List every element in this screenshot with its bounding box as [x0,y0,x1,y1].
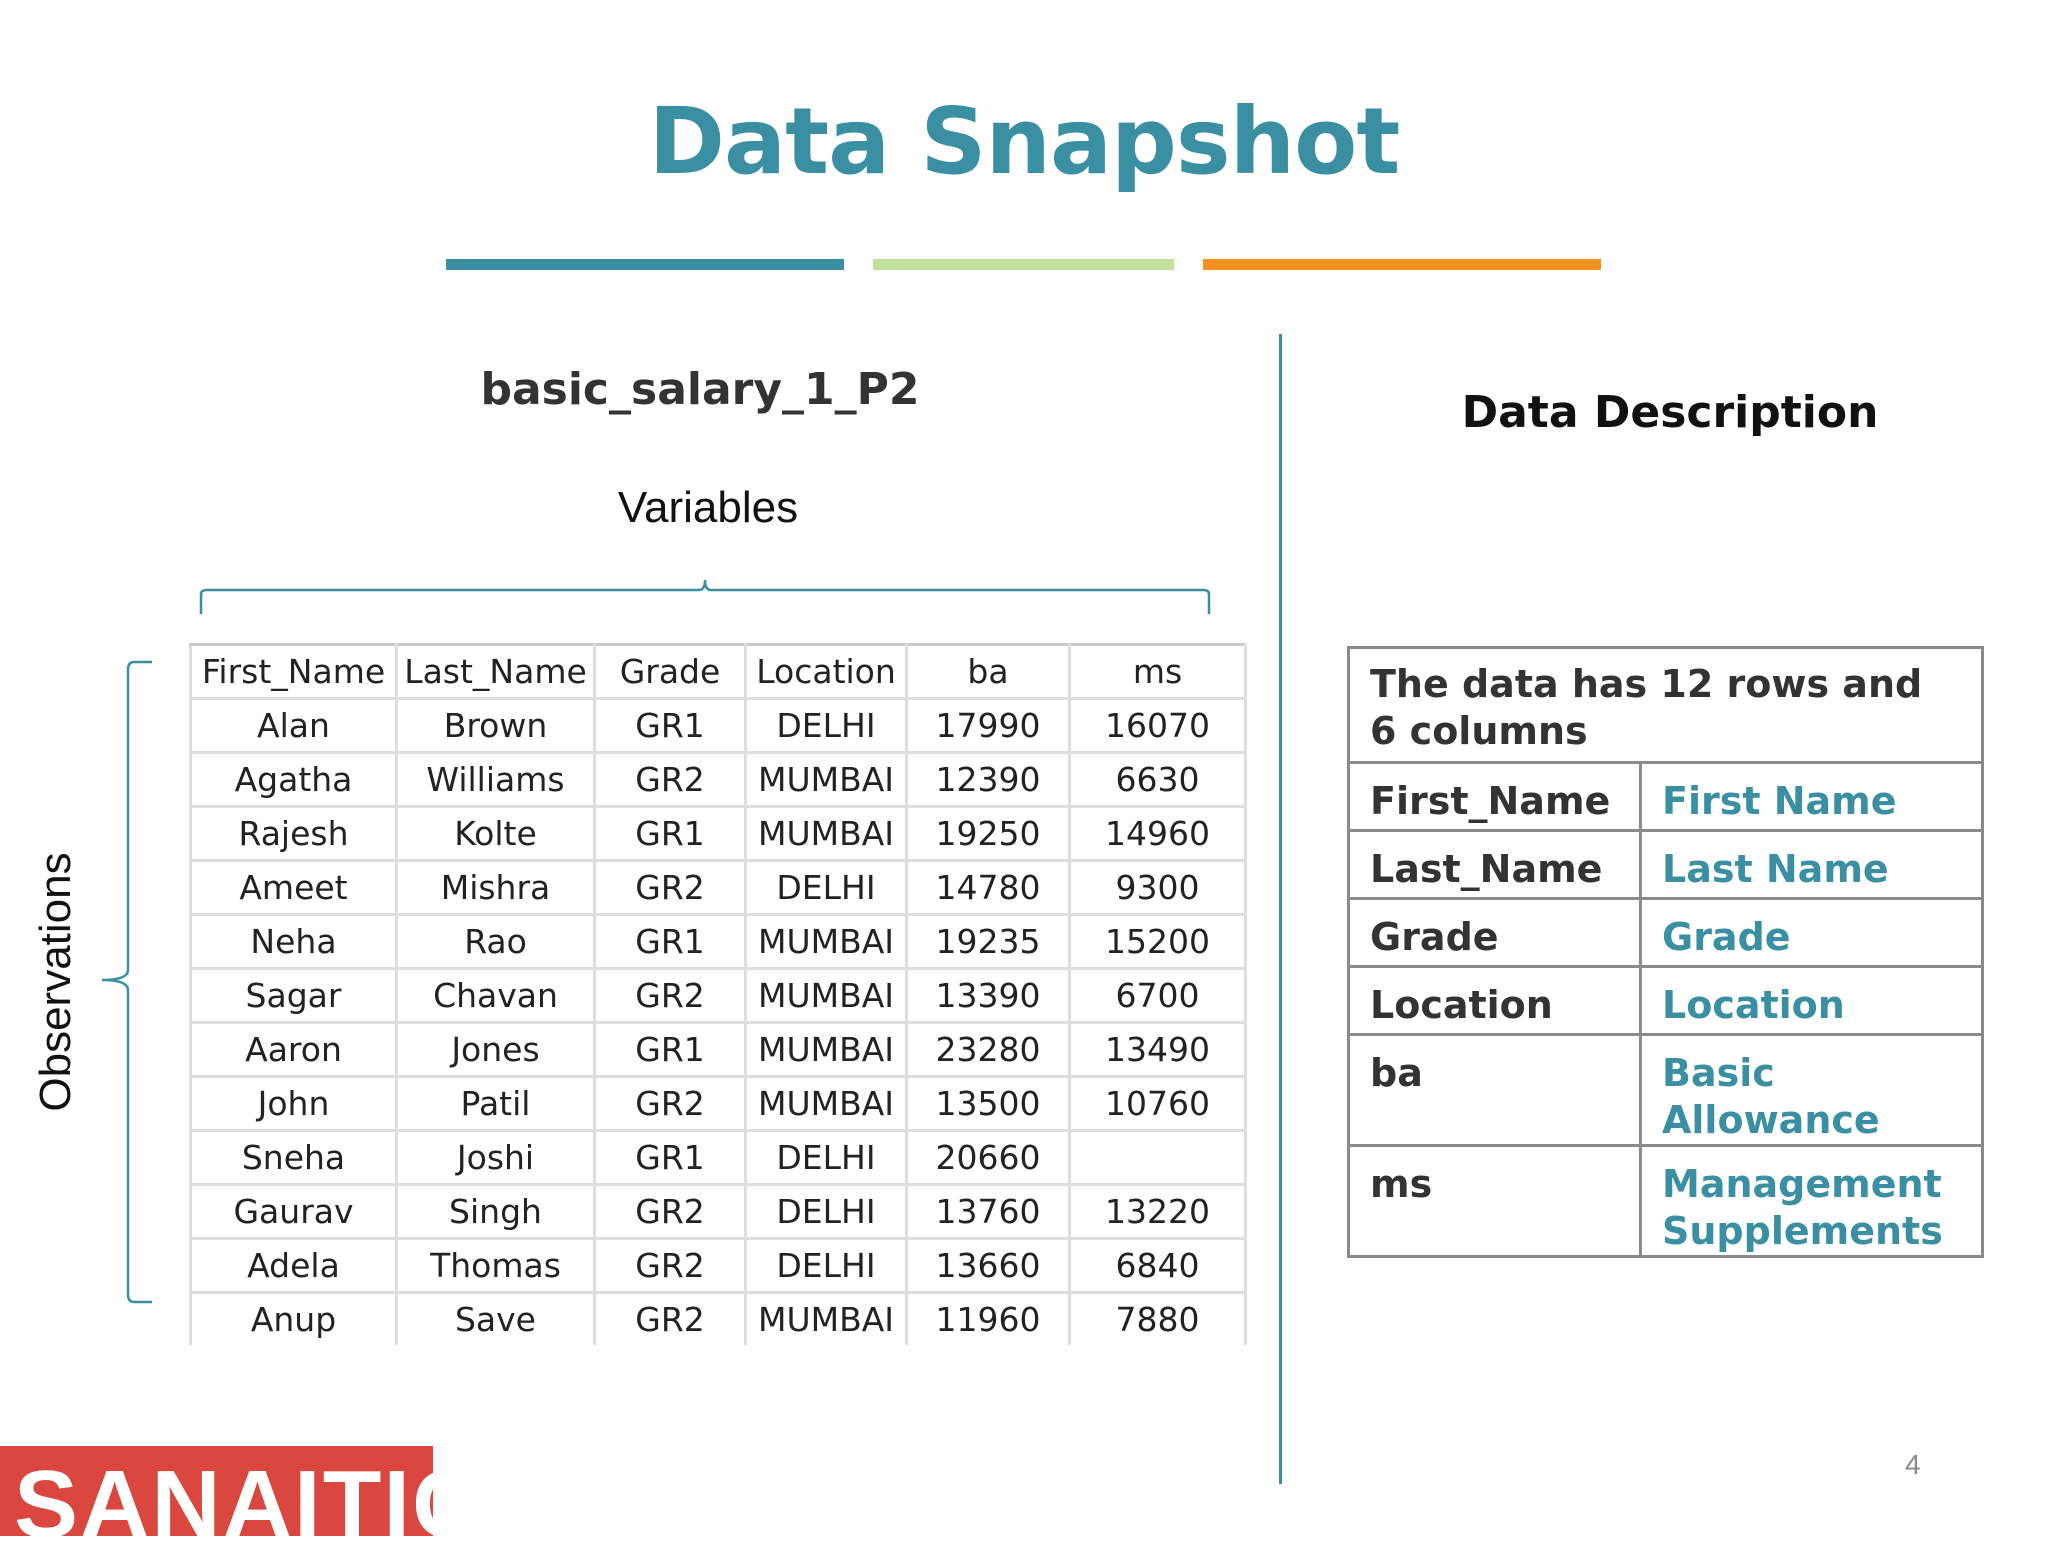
table-cell: GR2 [595,1077,746,1131]
variable-name: Location [1349,967,1641,1035]
table-cell: MUMBAI [746,1023,907,1077]
column-header: Grade [595,645,746,699]
table-cell: 13760 [907,1185,1070,1239]
column-header: First_Name [191,645,397,699]
table-cell: GR1 [595,1023,746,1077]
table-cell: MUMBAI [746,753,907,807]
accent-rule-green [873,259,1174,270]
table-cell: Ameet [191,861,397,915]
table-cell: DELHI [746,699,907,753]
table-cell: Williams [397,753,595,807]
table-cell: 19235 [907,915,1070,969]
table-cell: Sneha [191,1131,397,1185]
table-cell: DELHI [746,1131,907,1185]
table-row [191,807,1246,861]
table-row [191,1293,1246,1346]
description-table [1347,646,1984,1258]
table-cell: GR2 [595,969,746,1023]
table-cell: MUMBAI [746,1077,907,1131]
table-cell: DELHI [746,1239,907,1293]
variable-description: Grade [1641,899,1983,967]
table-cell: 13660 [907,1239,1070,1293]
table-row [191,1239,1246,1293]
table-cell: Chavan [397,969,595,1023]
table-cell: GR2 [595,753,746,807]
variable-description: Basic Allowance [1641,1035,1983,1146]
table-cell: DELHI [746,861,907,915]
table-cell: GR1 [595,915,746,969]
observations-brace [96,660,156,1304]
table-cell: Neha [191,915,397,969]
accent-rule-teal [446,259,844,270]
slide-title: Data Snapshot [648,88,1400,195]
table-cell: Singh [397,1185,595,1239]
table-cell: 20660 [907,1131,1070,1185]
table-cell: GR1 [595,807,746,861]
table-cell: GR2 [595,861,746,915]
table-row [191,1077,1246,1131]
table-row [191,1023,1246,1077]
table-cell: 14960 [1070,807,1246,861]
table-cell: GR2 [595,1239,746,1293]
table-cell: 14780 [907,861,1070,915]
table-cell: Save [397,1293,595,1346]
dataset-name: basic_salary_1_P2 [480,364,920,415]
table-cell: DELHI [746,1185,907,1239]
variable-description: First Name [1641,763,1983,831]
table-cell: Mishra [397,861,595,915]
table-cell: 13390 [907,969,1070,1023]
sanaitics-logo [0,1446,550,1558]
table-cell: 12390 [907,753,1070,807]
variable-name: Last_Name [1349,831,1641,899]
table-cell: Joshi [397,1131,595,1185]
table-row [191,969,1246,1023]
data-table [189,643,1247,1345]
data-summary: The data has 12 rows and 6 columns [1349,648,1983,763]
table-cell: MUMBAI [746,969,907,1023]
table-cell: Aaron [191,1023,397,1077]
table-cell: Adela [191,1239,397,1293]
table-cell: Kolte [397,807,595,861]
observations-label: Observations [31,852,80,1112]
column-header: ba [907,645,1070,699]
table-cell: 13500 [907,1077,1070,1131]
table-row [191,1131,1246,1185]
vertical-divider [1279,334,1282,1484]
table-cell: John [191,1077,397,1131]
table-cell: Brown [397,699,595,753]
table-cell: 16070 [1070,699,1246,753]
variable-name: ms [1349,1146,1641,1257]
description-title: Data Description [1461,387,1879,438]
table-cell: 6840 [1070,1239,1246,1293]
variables-label: Variables [617,483,799,532]
table-row [191,915,1246,969]
table-row [191,753,1246,807]
table-cell: 11960 [907,1293,1070,1346]
table-cell: MUMBAI [746,1293,907,1346]
variable-name: ba [1349,1035,1641,1146]
page-number: 4 [1905,1449,1921,1480]
variable-description: Last Name [1641,831,1983,899]
table-header-row [191,645,1246,699]
table-cell: Thomas [397,1239,595,1293]
table-cell: 13220 [1070,1185,1246,1239]
table-cell: Anup [191,1293,397,1346]
variable-name: First_Name [1349,763,1641,831]
table-cell: Gaurav [191,1185,397,1239]
table-cell: 10760 [1070,1077,1246,1131]
logo-text: SANAITICS [14,1451,550,1558]
table-cell: Sagar [191,969,397,1023]
table-cell: Jones [397,1023,595,1077]
table-cell: Rajesh [191,807,397,861]
table-cell: 9300 [1070,861,1246,915]
table-cell: 6700 [1070,969,1246,1023]
variable-name: Grade [1349,899,1641,967]
table-row [191,861,1246,915]
table-row [191,699,1246,753]
column-header: Last_Name [397,645,595,699]
variable-description: Management Supplements [1641,1146,1983,1257]
table-cell: 23280 [907,1023,1070,1077]
column-header: ms [1070,645,1246,699]
table-cell: Patil [397,1077,595,1131]
table-cell: 13490 [1070,1023,1246,1077]
table-cell: MUMBAI [746,807,907,861]
table-cell: Agatha [191,753,397,807]
table-cell: Alan [191,699,397,753]
table-row [191,1185,1246,1239]
variables-brace [195,560,1215,616]
column-header: Location [746,645,907,699]
table-cell [1070,1131,1246,1185]
table-cell: 7880 [1070,1293,1246,1346]
table-cell: 19250 [907,807,1070,861]
accent-rule-orange [1203,259,1601,270]
table-cell: GR1 [595,1131,746,1185]
table-cell: 17990 [907,699,1070,753]
table-cell: 6630 [1070,753,1246,807]
table-cell: 15200 [1070,915,1246,969]
table-cell: Rao [397,915,595,969]
table-cell: MUMBAI [746,915,907,969]
table-cell: GR2 [595,1293,746,1346]
table-cell: GR2 [595,1185,746,1239]
variable-description: Location [1641,967,1983,1035]
table-cell: GR1 [595,699,746,753]
